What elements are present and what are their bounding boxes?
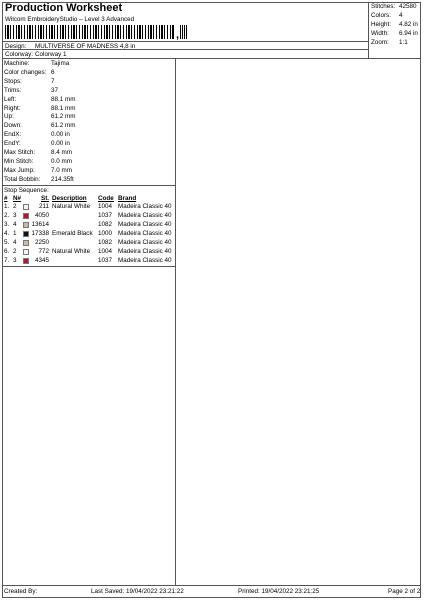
color-swatch — [23, 258, 29, 264]
page-title: Production Worksheet — [5, 2, 123, 14]
worksheet-frame — [2, 2, 421, 598]
stop-number: 6. — [4, 248, 10, 255]
stat-value: 0.00 in — [51, 140, 70, 148]
design-name: MULTIVERSE OF MADNESS 4,8 in — [35, 43, 136, 50]
barcode-separator: , — [176, 29, 180, 41]
section-divider — [2, 58, 421, 59]
thread-description: Natural White — [52, 248, 91, 255]
column-divider — [175, 58, 176, 585]
col-code: Code — [98, 195, 114, 202]
last-saved: Last Saved: 19/04/2022 23:21:22 — [91, 588, 184, 595]
col-stitches: St. — [41, 195, 50, 202]
page-number: Page 2 of 2 — [388, 588, 421, 595]
design-label: Design: — [5, 43, 27, 50]
created-by: Created By: — [4, 588, 38, 595]
stop-number: 3. — [4, 221, 10, 228]
stats-divider — [2, 185, 175, 186]
colorway-label: Colorway: — [5, 51, 33, 58]
thread-brand: Madeira Classic 40 — [118, 203, 172, 210]
height-value: 4.82 in — [399, 21, 418, 28]
needle-number: 2 — [13, 248, 17, 255]
stop-sequence-title: Stop Sequence: — [4, 187, 49, 194]
stitch-count: 13614 — [31, 221, 49, 228]
zoom-label: Zoom: — [371, 39, 389, 46]
color-swatch — [23, 249, 29, 255]
stop-number: 5. — [4, 239, 10, 246]
thread-code: 1000 — [98, 230, 113, 237]
stitch-count: 772 — [38, 248, 49, 255]
table-row — [4, 213, 174, 221]
needle-number: 4 — [13, 239, 17, 246]
thread-code: 1004 — [98, 203, 113, 210]
thread-description: Emerald Black — [52, 230, 93, 237]
color-swatch — [23, 204, 29, 210]
stitch-count: 211 — [38, 203, 49, 210]
stat-label: EndY: — [4, 140, 21, 148]
color-swatch — [23, 231, 29, 237]
col-needle: N# — [13, 195, 22, 202]
width-value: 6.94 in — [399, 30, 418, 37]
colorway-value: Colorway 1 — [35, 51, 67, 58]
table-row — [4, 222, 174, 230]
table-row — [4, 258, 174, 266]
stat-label: Total Bobbin: — [4, 175, 41, 183]
thread-code: 1037 — [98, 257, 113, 264]
stat-value: 61.2 mm — [51, 122, 76, 130]
table-row — [4, 231, 174, 239]
design-divider — [2, 49, 368, 50]
stat-label: Trims: — [4, 86, 22, 94]
stat-value: 0.00 in — [51, 131, 70, 139]
stat-value: 37 — [51, 86, 59, 94]
stop-number: 7. — [4, 257, 10, 264]
stat-label: Max Jump: — [4, 166, 35, 174]
width-label: Width: — [371, 30, 389, 37]
thread-brand: Madeira Classic 40 — [118, 221, 172, 228]
stat-value: 0.0 mm — [51, 157, 72, 165]
color-swatch — [23, 213, 29, 219]
stat-label: Max Stitch: — [4, 149, 36, 156]
stat-label: Up: — [4, 113, 14, 121]
stat-value: 88.1 mm — [51, 95, 76, 103]
stat-label: EndX: — [4, 131, 22, 139]
stitch-count: 4050 — [34, 212, 49, 219]
stat-value: 7.0 mm — [51, 166, 72, 174]
stat-value: 7 — [51, 77, 55, 85]
thread-brand: Madeira Classic 40 — [118, 257, 172, 264]
thread-brand: Madeira Classic 40 — [118, 239, 172, 246]
summary-divider — [368, 2, 369, 58]
barcode — [5, 25, 175, 39]
stat-value: 6 — [51, 68, 55, 76]
thread-code: 1082 — [98, 221, 113, 228]
color-swatch — [23, 240, 29, 246]
thread-description: Natural White — [52, 203, 91, 210]
thread-code: 1082 — [98, 239, 113, 246]
stat-value: 88.1 mm — [51, 104, 76, 112]
needle-number: 3 — [13, 212, 17, 219]
thread-brand: Madeira Classic 40 — [118, 230, 172, 237]
colors-label: Colors: — [371, 12, 391, 19]
needle-number: 4 — [13, 221, 17, 228]
col-description: Description — [52, 195, 87, 202]
stitch-count: 4345 — [34, 257, 49, 264]
thread-brand: Madeira Classic 40 — [118, 212, 172, 219]
height-label: Height: — [371, 21, 391, 28]
table-row — [4, 204, 174, 212]
stat-value: 61.2 mm — [51, 113, 76, 121]
barcode-tail — [180, 25, 187, 39]
stitch-count: 17338 — [31, 230, 49, 237]
col-number: # — [4, 195, 8, 202]
thread-code: 1004 — [98, 248, 113, 255]
table-row — [4, 240, 174, 248]
header-divider — [2, 41, 368, 42]
stat-label: Stops: — [4, 77, 22, 85]
stat-label: Min Stitch: — [4, 157, 34, 165]
stat-value: 214.35ft — [51, 175, 74, 183]
stat-value: Tajima — [51, 60, 70, 67]
thread-code: 1037 — [98, 212, 113, 219]
col-brand: Brand — [118, 195, 137, 202]
stat-value: 8.4 mm — [51, 149, 72, 156]
sequence-divider — [2, 266, 175, 267]
stat-label: Right: — [4, 104, 21, 112]
table-row — [4, 249, 174, 257]
needle-number: 2 — [13, 203, 17, 210]
stitches-value: 42580 — [399, 3, 417, 10]
stat-label: Down: — [4, 122, 22, 130]
stat-label: Machine: — [4, 60, 30, 67]
printed-date: Printed: 19/04/2022 23:21:25 — [238, 588, 320, 595]
software-subtitle: Wilcom EmbroideryStudio – Level 3 Advanced — [5, 16, 135, 23]
zoom-value: 1:1 — [399, 39, 408, 46]
colors-value: 4 — [399, 12, 403, 19]
stitch-count: 2250 — [34, 239, 49, 246]
stitches-label: Stitches: — [371, 3, 396, 10]
thread-brand: Madeira Classic 40 — [118, 248, 172, 255]
stop-number: 2. — [4, 212, 10, 219]
needle-number: 1 — [13, 230, 17, 237]
needle-number: 3 — [13, 257, 17, 264]
stop-number: 4. — [4, 230, 10, 237]
color-swatch — [23, 222, 29, 228]
stat-label: Color changes: — [4, 68, 47, 76]
stat-label: Left: — [4, 95, 17, 103]
stop-number: 1. — [4, 203, 10, 210]
footer-divider — [2, 585, 421, 586]
